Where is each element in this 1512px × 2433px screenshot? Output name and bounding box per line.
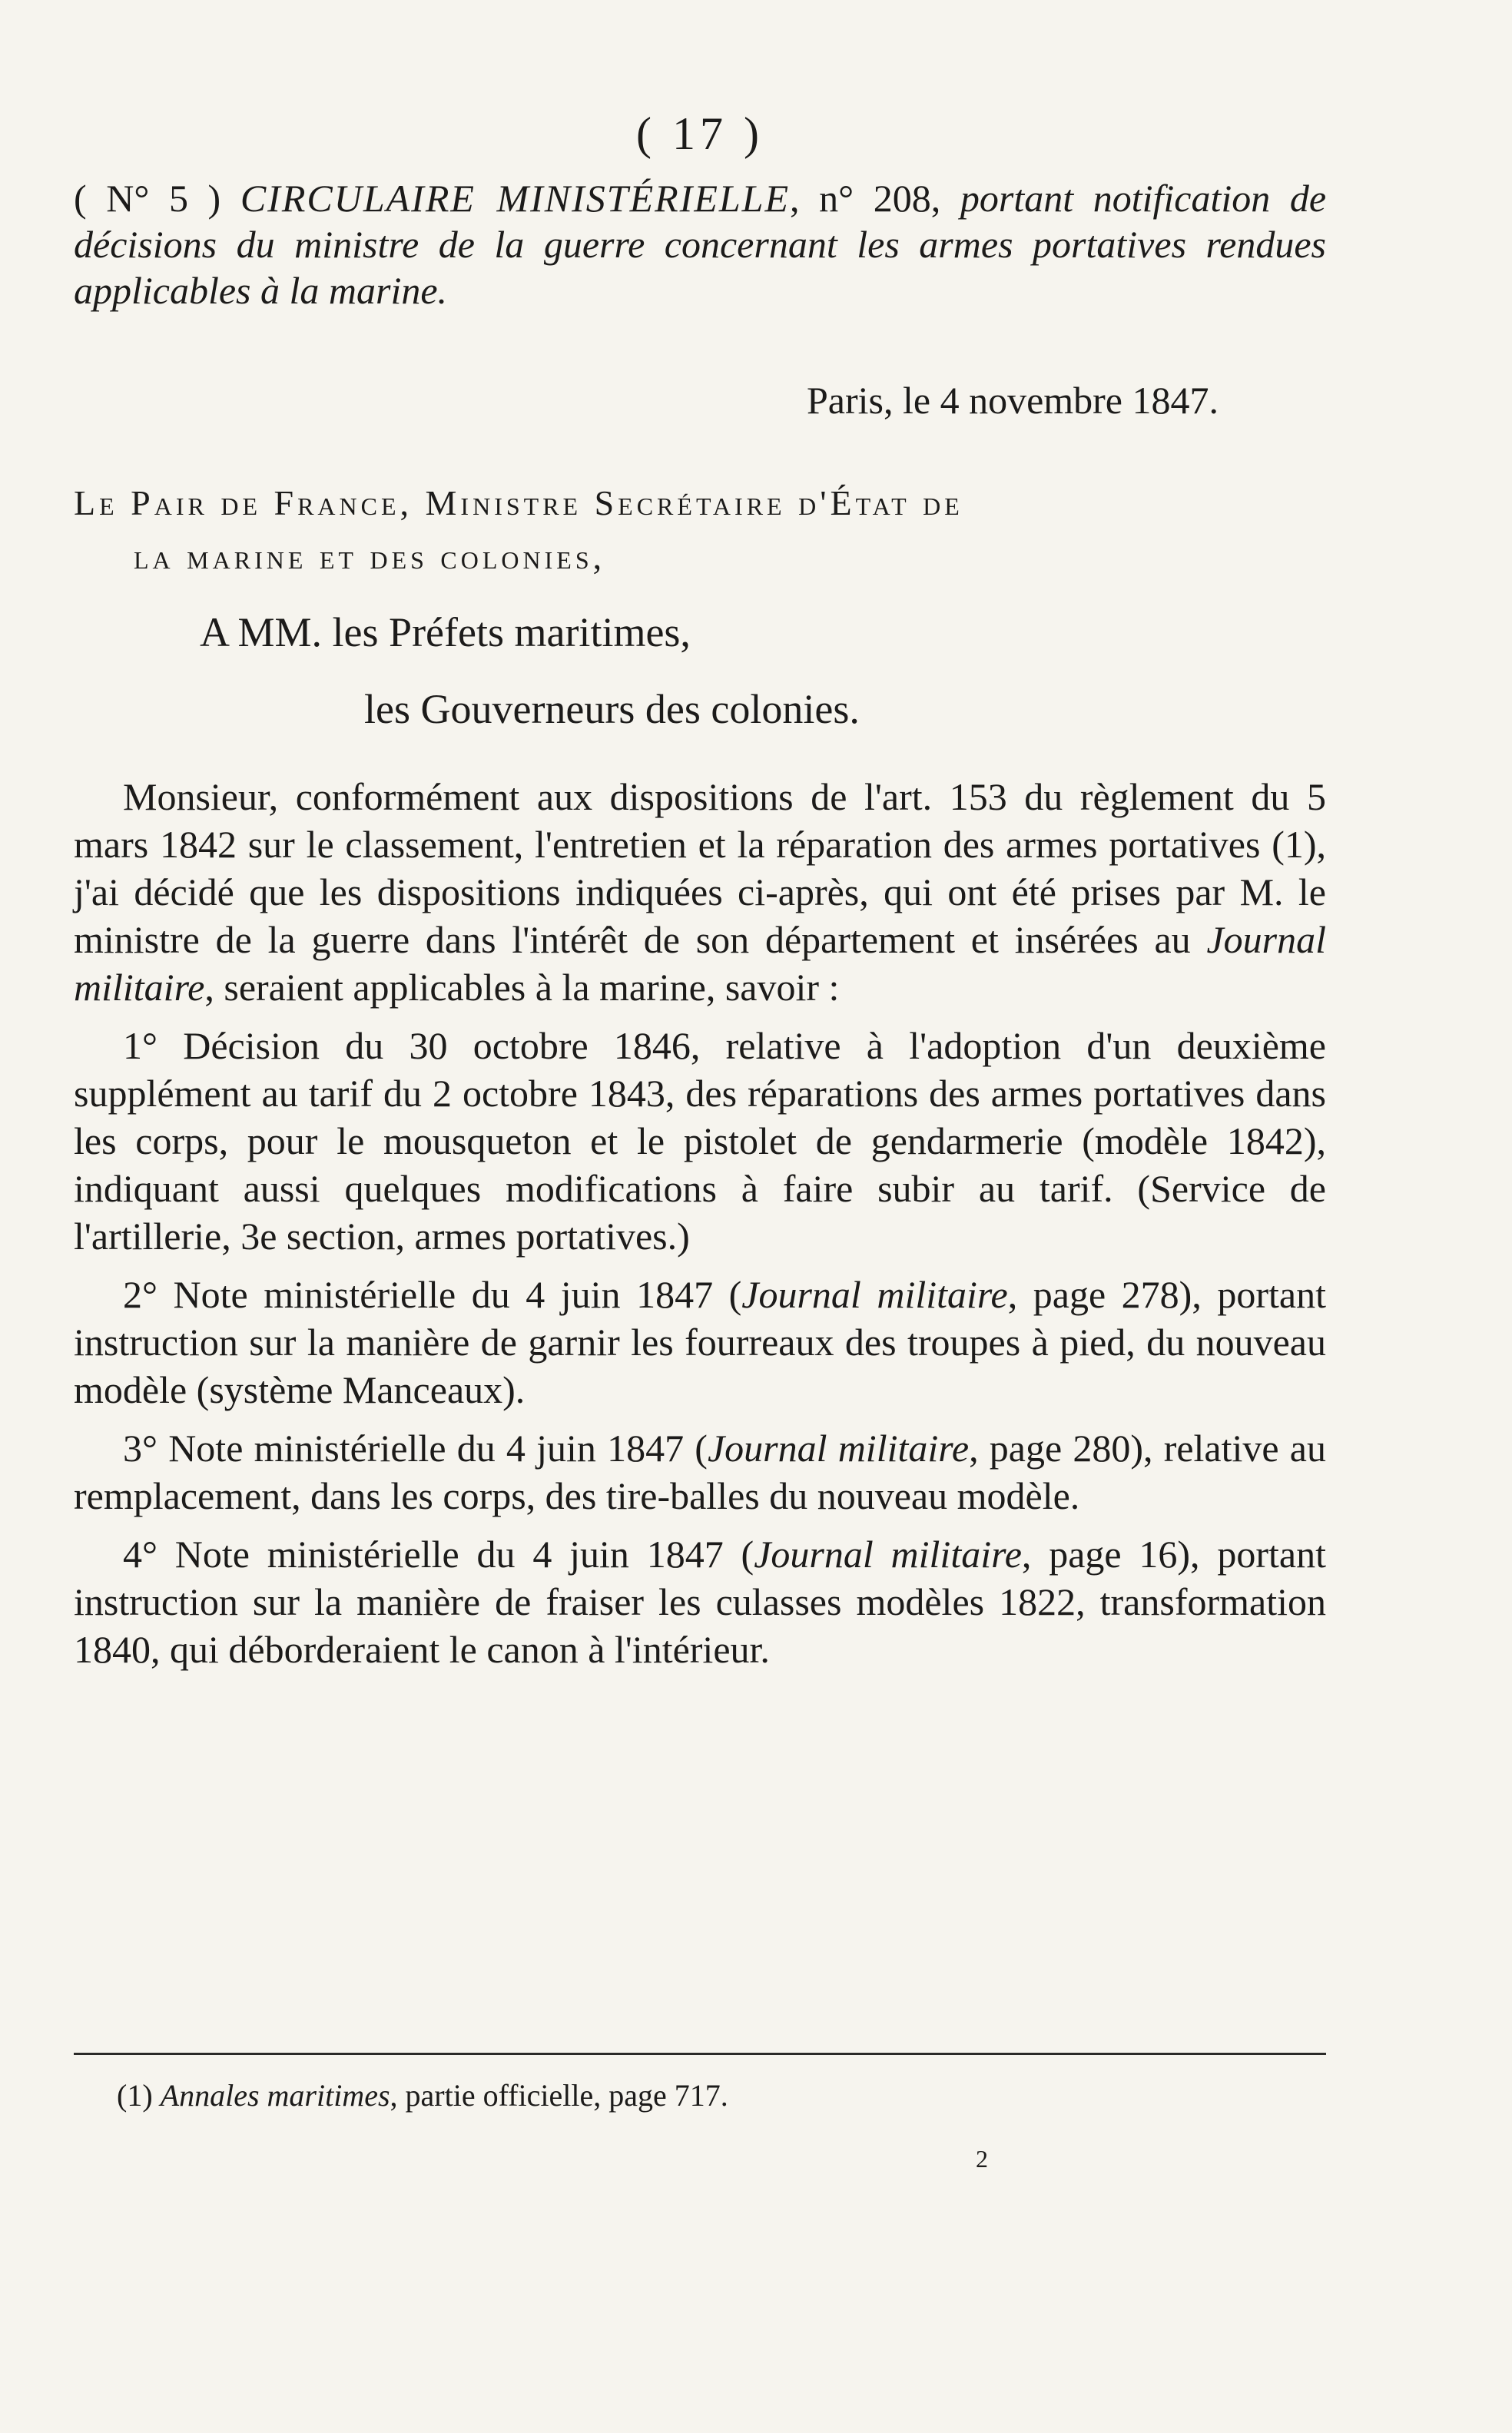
item-2-emphasis: Journal militaire	[741, 1273, 1008, 1316]
footnote-emphasis: Annales maritimes	[160, 2078, 390, 2113]
document-heading	[74, 175, 1326, 313]
addressee-line-2: les Gouverneurs des colonies.	[364, 686, 860, 732]
minister-line-2: la marine et des colonies,	[134, 537, 606, 576]
item-4-text-a: 4° Note ministérielle du 4 juin 1847 (	[123, 1533, 754, 1576]
signature-mark: 2	[976, 2145, 988, 2173]
heading-subject: portant notification de décisions du ministre de la guerre concernant les armes portatives rendues applicables à la marine.	[74, 177, 1327, 312]
letter-body	[74, 773, 1326, 1684]
paragraph-item-2	[74, 1271, 1326, 1414]
footnote-text: , partie officielle, page 717.	[390, 2078, 728, 2113]
item-2-text-a: 2° Note ministérielle du 4 juin 1847 (	[123, 1273, 742, 1316]
paragraph-intro	[74, 773, 1326, 1011]
dateline: Paris, le 4 novembre 1847.	[806, 379, 1219, 422]
paragraph-intro-emphasis: Journal militaire	[74, 918, 1326, 1009]
footnote-mark: (1)	[117, 2078, 161, 2113]
addressee-line-1: A MM. les Préfets maritimes,	[200, 609, 691, 655]
paragraph-item-3	[74, 1424, 1326, 1520]
item-4-text-b: , page 16), portant instruction sur la manière de fraiser les culasses modèles 1822, transformation 1840, qui déborderaient le canon à l'intérieur.	[74, 1533, 1326, 1671]
item-3-text-b: , page 280), relative au remplacement, dans les corps, des tire-balles du nouveau modèle.	[74, 1427, 1326, 1517]
heading-title: CIRCULAIRE MINISTÉRIELLE	[240, 177, 791, 220]
page-number: ( 17 )	[636, 108, 764, 159]
item-2-text-b: , page 278), portant instruction sur la manière de garnir les fourreaux des troupes à pied, du nouveau modèle (système Manceaux).	[74, 1273, 1326, 1411]
paragraph-intro-text-a: Monsieur, conformément aux dispositions de l'art. 153 du règlement du 5 mars 1842 sur le classement, l'entretien et la réparation des armes portatives (1), j'ai décidé que les dispositions indiquées ci-après, qui ont été prises par M. le ministre de la guerre dans l'intérêt de son département et insérées au	[74, 775, 1326, 961]
item-4-emphasis: Journal militaire	[754, 1533, 1022, 1576]
footnote	[117, 2077, 728, 2113]
paragraph-item-4	[74, 1530, 1326, 1673]
paragraph-item-1: 1° Décision du 30 octobre 1846, relative à l'adoption d'un deuxième supplément au tarif du 2 octobre 1843, des réparations des armes portatives dans les corps, pour le mousqueton et le pistolet de gendarmerie (modèle 1842), indiquant aussi quelques modifications à faire subir au tarif. (Service de l'artillerie, 3e section, armes portatives.)	[74, 1024, 1326, 1258]
heading-number: ( N° 5 )	[74, 177, 221, 220]
heading-circular-number: , n° 208,	[790, 177, 941, 220]
minister-line-1: Le Pair de France, Ministre Secrétaire d'État de	[74, 483, 963, 522]
paragraph-intro-text-b: , seraient applicables à la marine, savoir :	[204, 966, 840, 1009]
footnote-divider	[74, 2053, 1326, 2055]
minister-title	[74, 476, 1326, 584]
item-3-emphasis: Journal militaire	[707, 1427, 970, 1470]
item-3-text-a: 3° Note ministérielle du 4 juin 1847 (	[123, 1427, 708, 1470]
